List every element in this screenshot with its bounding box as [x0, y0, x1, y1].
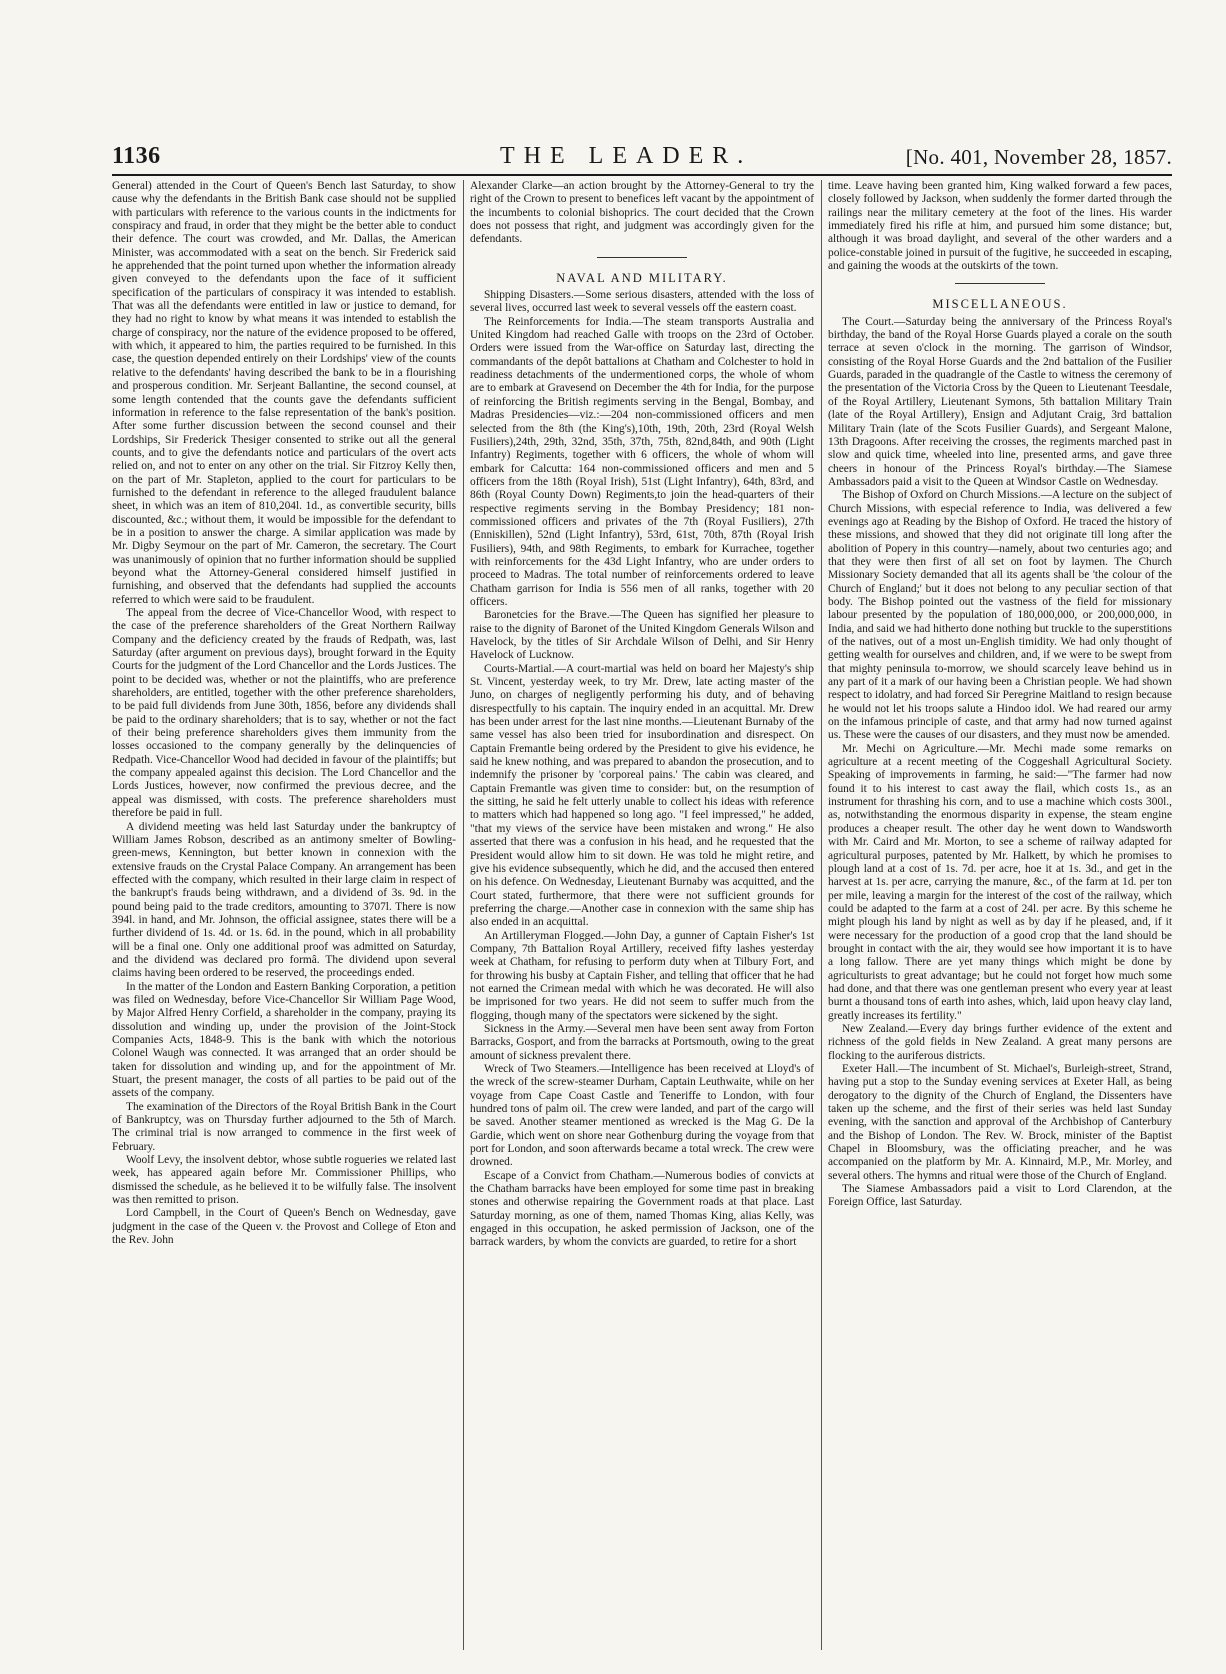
paragraph: time. Leave having been granted him, King walked forward a few paces, closely followed by Jackson, when suddenly the former darted through the railings near the military cemetery at the foot of the lines. His warder immediately fired his rifle at him, and pursued him some distance; but, although it was broad daylight, and several of the other warders and a police-constable joined in pursuit of the fugitive, he succeeded in escaping, and gaining the woods at the outskirts of the town.	[828, 180, 1172, 273]
section-rule	[597, 257, 687, 258]
paragraph: Courts-Martial.—A court-martial was held on board her Majesty's ship St. Vincent, yesterday week, to try Mr. Drew, late acting master of the Juno, on charges of negligently performing his duty, and of behaving disrespectfully to his captain. The inquiry ended in an acquittal. Mr. Drew has been under arrest for the last nine months.—Lieutenant Burnaby of the same vessel has also been tried for insubordination and disrespect. On Captain Fremantle being ordered by the President to give his evidence, he said he knew nothing, and was prepared to abandon the prosecution, and to indemnify the prisoner by 'corporeal pains.' The cabin was cleared, and Captain Fremantle was given time to consider: but, on the resumption of the sitting, he said he felt utterly unable to collect his ideas with reference to matters which had happened so long ago. "I feel impressed," he added, "that my views of the service have been mistaken and wrong." He also asserted that there was a confusion in his head, and he requested that the President would allow him to sit down. He was told he might retire, and give his evidence subsequently, which he did, and the accused then entered on his defence. On Wednesday, Lieutenant Burnaby was acquitted, and the Court stated, furthermore, that there were not sufficient grounds for preferring the charge.—Another case in connexion with the same ship has also ended in an acquittal.	[470, 662, 814, 929]
paragraph: New Zealand.—Every day brings further evidence of the extent and richness of the gold fields in New Zealand. A great many persons are flocking to the auriferous districts.	[828, 1022, 1172, 1062]
newspaper-page	[112, 138, 1172, 1658]
paragraph: Baronetcies for the Brave.—The Queen has signified her pleasure to raise to the dignity of Baronet of the United Kingdom Generals Wilson and Havelock, by the titles of Sir Archdale Wilson of Delhi, and Sir Henry Havelock of Lucknow.	[470, 609, 814, 662]
paragraph: The Reinforcements for India.—The steam transports Australia and United Kingdom had reached Galle with troops on the 23rd of October. Orders were issued from the War-office on Saturday last, directing the commandants of the depôt battalions at Chatham and Colchester to hold in readiness detachments of the undermentioned corps, the whole of whom are to embark at Gravesend on December the 4th for India, for the purpose of reinforcing the British regiments serving in the Bengal, Bombay, and Madras Presidencies—viz.:—204 non-commissioned officers and men selected from the 8th (the King's),10th, 19th, 20th, 23rd (Royal Welsh Fusiliers),24th, 29th, 32nd, 35th, 37th, 75th, 82nd,84th, and 90th (Light Infantry) Regiments, together with 6 officers, the whole of whom will embark for Calcutta: 164 non-commissioned officers and men and 5 officers from the 18th (Royal Irish), 51st (Light Infantry), 64th, 83rd, and 86th (Royal County Down) Regiments,to join the head-quarters of their respective regiments serving in the Bombay Presidency; 181 non-commissioned officers and privates of the 7th (Royal Fusiliers), 27th (Enniskillen), 52nd (Light Infantry), 53rd, 61st, 70th, 87th (Royal Irish Fusiliers), 94th, and 98th Regiments, to embark for Kurrachee, together with reinforcements for the 43d Light Infantry, who are under orders to proceed to Madras. The total number of reinforcements ordered to leave Chatham garrison for India is 556 men of all ranks, together with 20 officers.	[470, 315, 814, 608]
paragraph: Lord Campbell, in the Court of Queen's Bench on Wednesday, gave judgment in the case of the Queen v. the Provost and College of Eton and the Rev. John	[112, 1207, 456, 1247]
paragraph: Exeter Hall.—The incumbent of St. Michael's, Burleigh-street, Strand, having put a stop to the Sunday evening services at Exeter Hall, as being derogatory to the dignity of the Church of England, the Dissenters have taken up the scheme, and the first of their series was held last Sunday evening, with the sanction and approval of the Archbishop of Canterbury and the Bishop of London. The Rev. W. Brock, minister of the Baptist Chapel in Bloomsbury, was the officiating preacher, and he was accompanied on the platform by Mr. A. Kinnaird, M.P., Mr. Morley, and several others. The hymns and ritual were those of the Church of England.	[828, 1063, 1172, 1182]
paragraph: In the matter of the London and Eastern Banking Corporation, a petition was filed on Wednesday, before Vice-Chancellor Sir William Page Wood, by Major Alfred Henry Corfield, a shareholder in the company, praying its dissolution and winding up, under the provision of the Joint-Stock Companies Acts, 1848-9. This is the bank with which the notorious Colonel Waugh was connected. It was arranged that an order should be taken for dissolution and winding up, and for the appointment of Mr. Stuart, the present manager, the costs of all parties to be paid out of the assets of the company.	[112, 980, 456, 1100]
paragraph: An Artilleryman Flogged.—John Day, a gunner of Captain Fisher's 1st Company, 7th Battalion Royal Artillery, received fifty lashes yesterday week at Chatham, for refusing to perform duty when at Tilbury Fort, and for throwing his busby at Captain Fisher, and telling that officer that he had not earned the Crimean medal with which he was decorated. He will also be imprisoned for two years. He did not seem to suffer much from the flogging, though many of the spectators were sickened by the sight.	[470, 929, 814, 1022]
column-divider	[821, 180, 822, 1650]
page-number: 1136	[112, 143, 161, 169]
publication-title: THE LEADER.	[500, 143, 753, 169]
column-2	[470, 180, 814, 1650]
paragraph: The Siamese Ambassadors paid a visit to Lord Clarendon, at the Foreign Office, last Saturday.	[828, 1183, 1172, 1209]
paragraph: Escape of a Convict from Chatham.—Numerous bodies of convicts at the Chatham barracks have been employed for some time past in breaking stones and otherwise repairing the Government roads at that place. Last Saturday morning, as one of them, named Thomas King, alias Kelly, was engaged in this occupation, he asked permission of Jackson, one of the barrack warders, by whom the convicts are guarded, to retire for a short	[470, 1169, 814, 1249]
paragraph: The examination of the Directors of the Royal British Bank in the Court of Bankruptcy, was on Thursday further adjourned to the 5th of March. The criminal trial is now arranged to commence in the first week of February.	[112, 1100, 456, 1153]
paragraph: General) attended in the Court of Queen's Bench last Saturday, to show cause why the defendants in the British Bank case should not be supplied with particulars with reference to the various counts in the indictments for conspiracy and fraud, in order that they might be the better able to conduct their defence. The court was crowded, and Mr. Dallas, the American Minister, was accommodated with a seat on the bench. Sir Frederick said he apprehended that the point turned upon whether the information already given conveyed to the defendants upon the face of it sufficient specification of the particulars of conspiracy it was intended to establish. That was all the defendants were entitled in law or justice to demand, for they had no right to know by what means it was intended to establish the charge of conspiracy, nor the nature of the evidence proposed to be offered, with which, it appeared to him, the parties required to be furnished. In this case, the question depended entirely on their Lordships' view of the counts relative to the defendants' having described the bank to be in a flourishing and prosperous condition. Mr. Serjeant Ballantine, the second counsel, at some length contended that the counts gave the defendants sufficient information in reference to the false representation of the bank's position. After some further discussion between the second counsel and their Lordships, Sir Frederick Thesiger consented to strike out all the general counts, and to give the defendants notice and particulars of the overt acts relied on, and not to enter on any other on the trial. Sir Fitzroy Kelly then, on the part of Mr. Stapleton, applied to the court for particulars to be furnished to the defendant in reference to the alleged fraudulent balance sheet, in which was an item of 810,204l. 1d., as convertible security, bills discounted, &c.; without them, it would be impossible for the defendant to be in a position to answer the charge. A similar application was made by Mr. Digby Seymour on the part of Mr. Cameron, the secretary. The Court was unanimously of opinion that no further information should be supplied beyond what the Attorney-General considered himself justified in furnishing, and observed that the defendants had supplied the accounts referred to which were said to be fraudulent.	[112, 180, 456, 606]
page-header	[112, 138, 1172, 170]
paragraph: A dividend meeting was held last Saturday under the bankruptcy of William James Robson, described as an antimony smelter of Bowling-green-mews, Kennington, but better known in connexion with the extensive frauds on the Crystal Palace Company. An arrangement has been effected with the company, which resulted in their large claim in respect of the bankrupt's frauds being withdrawn, and a dividend of 3s. 9d. in the pound being paid to the trade creditors, amounting to 3707l. There is now 394l. in hand, and Mr. Johnson, the official assignee, states there will be a further dividend of 1s. 4d. or 1s. 6d. in the pound, which in all probability will be a final one. Only one additional proof was admitted on Saturday, and the dividend was declared pro formâ. The dividend upon several claims having been ordered to be reserved, the proceedings ended.	[112, 820, 456, 980]
header-rule	[112, 174, 1172, 176]
paragraph: The Bishop of Oxford on Church Missions.—A lecture on the subject of Church Missions, with especial reference to India, was delivered a few evenings ago at Reading by the Bishop of Oxford. He traced the history of these missions, and showed that they did not originate till long after the abolition of Popery in this country—namely, about two centuries ago; and that they were then first of all set on foot by laymen. The Church Missionary Society demanded that all its agents shall be 'the colour of the Church of England;' but it does not belong to any peculiar section of that body. The Bishop pointed out the vastness of the field for missionary labour presented by the population of 180,000,000, or 200,000,000, in India, and said we had hitherto done nothing but truckle to the superstitions of the natives, out of a most un-English timidity. We had only thought of getting wealth for ourselves and children, and, if we were to be swept from that mighty peninsula to-morrow, we should scarcely leave behind us in any part of it a mark of our having been a Christian people. We had shown respect to idolatry, and had forced Sir Peregrine Maitland to resign because he would not let his troops salute a Hindoo idol. We had reared our army on the infamous principle of caste, and that army had now turned against us. These were the causes of our disasters, and they must now be amended.	[828, 489, 1172, 742]
section-heading-naval-military: NAVAL AND MILITARY.	[556, 270, 728, 285]
paragraph: Woolf Levy, the insolvent debtor, whose subtle rogueries we related last week, has appeared again before Mr. Commissioner Phillips, who dismissed the schedule, as he believed it to be wilfully false. The insolvent was then remitted to prison.	[112, 1154, 456, 1207]
paragraph: Mr. Mechi on Agriculture.—Mr. Mechi made some remarks on agriculture at a recent meeting of the Coggeshall Agricultural Society. Speaking of improvements in farming, he said:—"The farmer had now found it to his interest to cast away the flail, which costs 1s., as an instrument for thrashing his corn, and to use a machine which costs 300l., as, notwithstanding the enormous disparity in expense, the steam engine produces a cheaper result. The other day he went down to Wandsworth with Mr. Caird and Mr. Morton, to see a scheme of railway adapted for agricultural purposes, patented by Mr. Halkett, by which he promises to plough land at a cost of 1s. 7d. per acre, hoe it at 1s. 3d., and get in the harvest at 1s. per acre, carrying the manure, &c., of the farm at 1d. per ton per mile, leaving a margin for the interest of the cost of the railway, which could be adapted to the farm at a cost of 24l. per acre. By this scheme he might plough his land by night as well as by day if he pleased, and, if it were necessary for the production of a good crop that the land should be brought in contact with the air, they would see how important it is to have a long fallow. There are yet many things which might be done by agriculturists to great advantage; but he could not forget how much some had done, and that there was one gentleman present who every year at least burnt a thousand tons of earth into ashes, which, laid upon heavy clay land, greatly increases its fertility."	[828, 742, 1172, 1022]
paragraph: Wreck of Two Steamers.—Intelligence has been received at Lloyd's of the wreck of the screw-steamer Durham, Captain Leuthwaite, while on her voyage from Cape Coast Castle and Teneriffe to London, with four hundred tons of palm oil. The crew were landed, and part of the cargo will be saved. Another steamer mentioned as wrecked is the Mag G. De la Gardie, which went on shore near Gothenburg during the voyage from that port for London, and soon afterwards became a total wreck. The crew were drowned.	[470, 1063, 814, 1169]
text-columns	[112, 180, 1172, 1650]
paragraph: Alexander Clarke—an action brought by the Attorney-General to try the right of the Crown to present to benefices left vacant by the appointment of the incumbents to colonial bishoprics. The court decided that the Crown does not possess that right, and judgment was accordingly given for the defendants.	[470, 180, 814, 246]
paragraph: Shipping Disasters.—Some serious disasters, attended with the loss of several lives, occurred last week to several vessels off the eastern coast.	[470, 289, 814, 315]
paragraph: The appeal from the decree of Vice-Chancellor Wood, with respect to the case of the preference shareholders of the Great Northern Railway Company and the deficiency created by the frauds of Redpath, was, last Saturday (after argument on previous days), brought forward in the Equity Courts for the judgment of the Lord Chancellor and the Lords Justices. The point to be decided was, whether or not the plaintiffs, who are preference shareholders, are entitled, together with the other preference shareholders, to be paid full dividends from June 30th, 1856, before any dividends shall be paid to the ordinary shareholders; that is to say, whether or not the fact of their being preference shareholders gives them immunity from the losses occasioned to the company generally by the delinquencies of Redpath. Vice-Chancellor Wood had decided in favour of the plaintiffs; but the company appealed against this decision. The Lord Chancellor and the Lords Justices, however, now confirmed the previous decree, and the appeal was dismissed, with costs. The preference shareholders must therefore be paid in full.	[112, 607, 456, 820]
column-1	[112, 180, 456, 1650]
section-rule	[955, 283, 1045, 284]
paragraph: Sickness in the Army.—Several men have been sent away from Forton Barracks, Gosport, and from the barracks at Portsmouth, owing to the great amount of sickness prevalent there.	[470, 1022, 814, 1062]
column-divider	[463, 180, 464, 1650]
column-3	[828, 180, 1172, 1650]
section-heading-miscellaneous: MISCELLANEOUS.	[932, 297, 1068, 312]
paragraph: The Court.—Saturday being the anniversary of the Princess Royal's birthday, the band of the Royal Horse Guards played a corale on the south terrace at seven o'clock in the morning. The garrison of Windsor, consisting of the Royal Horse Guards and the 2nd battalion of the Fusilier Guards, paraded in the quadrangle of the Castle to witness the ceremony of the presentation of the Victoria Cross by the Queen to Lieutenant Teesdale, of the Royal Artillery, Lieutenant Symons, 5th battalion Military Train (late of the Royal Artillery), Ensign and Adjutant Craig, 3rd battalion Military Train (late of the Scots Fusilier Guards), and Sergeant Malone, 13th Dragoons. After receiving the crosses, the regiments marched past in slow and quick time, wheeled into line, presented arms, and gave three cheers in honour of the Princess Royal's birthday.—The Siamese Ambassadors paid a visit to the Queen at Windsor Castle on Wednesday.	[828, 315, 1172, 488]
issue-info: [No. 401, November 28, 1857.	[905, 145, 1172, 169]
